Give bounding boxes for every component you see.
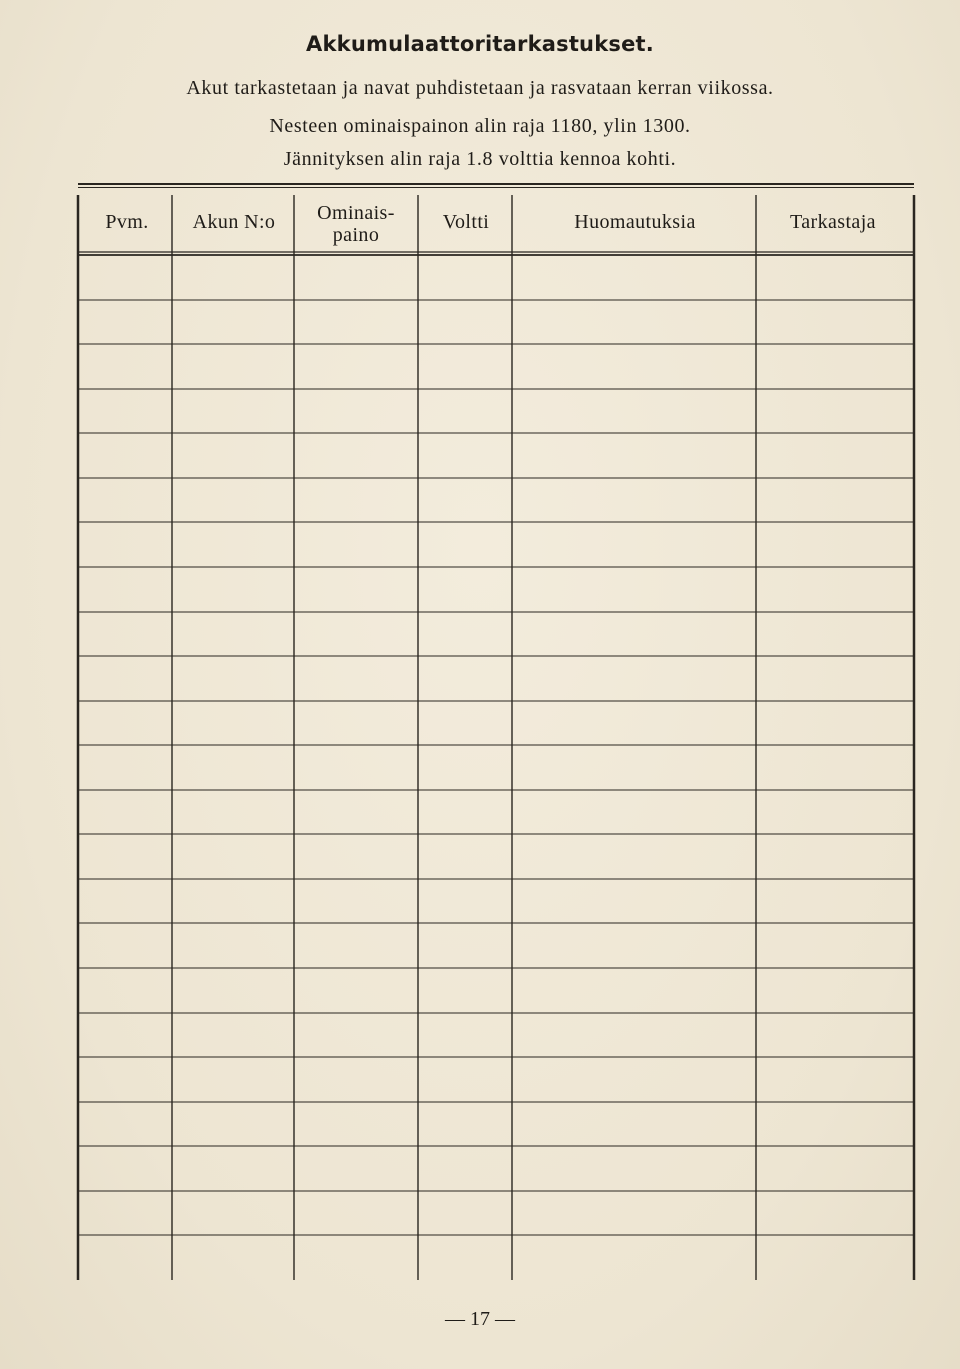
column-header-inspector: Tarkastaja — [790, 211, 876, 233]
page-title: Akkumulaattoritarkastukset. — [306, 32, 654, 56]
instruction-inspection-frequency: Akut tarkastetaan ja navat puhdistetaan ja rasvataan kerran viikossa. — [186, 77, 774, 99]
column-header-date: Pvm. — [105, 211, 149, 233]
column-header-specific-gravity-line2: paino — [332, 224, 380, 246]
column-header-specific-gravity — [296, 202, 416, 246]
page-number: — 17 — — [445, 1308, 515, 1330]
column-header-remarks: Huomautuksia — [574, 211, 696, 233]
instruction-density-limits: Nesteen ominaispainon alin raja 1180, ylin 1300. — [269, 115, 691, 137]
instruction-voltage-limit: Jännityksen alin raja 1.8 volttia kennoa kohti. — [283, 148, 677, 170]
column-header-specific-gravity-line1: Ominais- — [317, 202, 395, 224]
column-header-volts: Voltti — [442, 211, 490, 233]
column-header-battery-number: Akun N:o — [192, 211, 276, 233]
